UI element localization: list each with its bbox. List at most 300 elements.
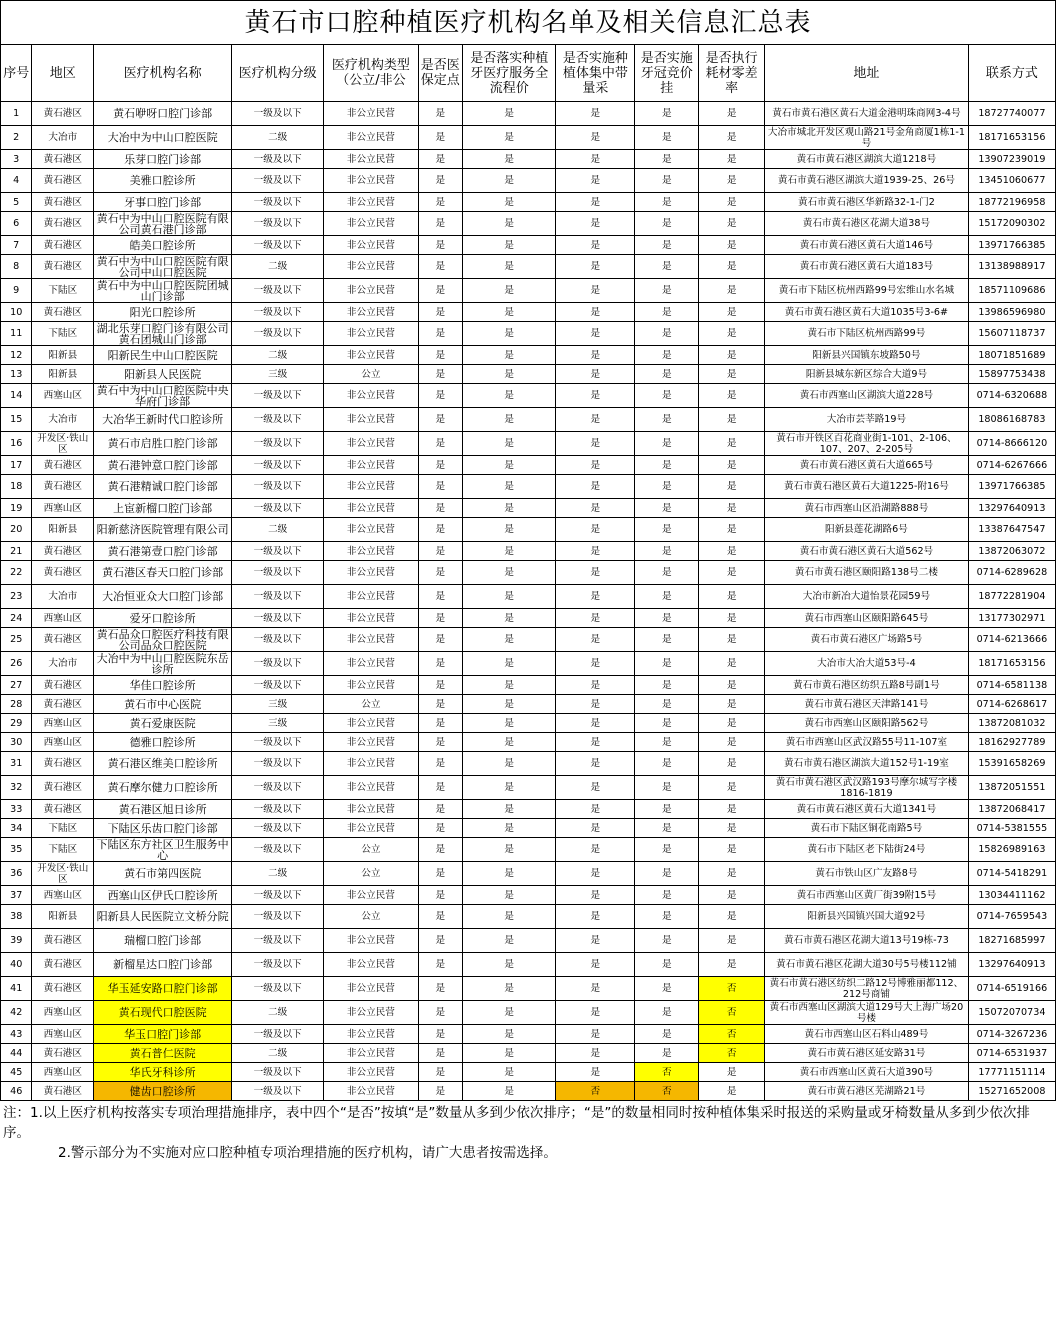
table-cell: 黄石中为中山口腔医院有限公司黄石港门诊部 [94, 212, 232, 236]
table-cell: 黄石市西塞山区沿湖路888号 [765, 499, 969, 518]
table-cell: 是 [418, 1063, 463, 1082]
table-cell: 是 [556, 652, 635, 676]
table-cell: 是 [556, 169, 635, 193]
table-cell: 西塞山区 [32, 1025, 94, 1044]
table-cell: 阳新县城东新区综合大道9号 [765, 365, 969, 384]
table-cell: 是 [699, 733, 765, 752]
table-body [1, 102, 1056, 1101]
table-row [1, 255, 1056, 279]
table-cell: 是 [556, 322, 635, 346]
table-cell: 非公立民营 [324, 800, 418, 819]
table-cell: 是 [699, 346, 765, 365]
table-cell: 公立 [324, 905, 418, 929]
table-cell: 15072070734 [968, 1001, 1055, 1025]
table-cell: 黄石港区 [32, 953, 94, 977]
table-cell: 黄石市黄石港区武汉路193号摩尔城写字楼1816-1819 [765, 776, 969, 800]
header-cell: 医疗机构名称 [94, 45, 232, 102]
table-cell: 是 [418, 838, 463, 862]
header-cell: 是否实施牙冠竞价挂 [635, 45, 699, 102]
table-cell: 是 [463, 169, 556, 193]
table-cell: 是 [418, 609, 463, 628]
table-cell: 是 [418, 212, 463, 236]
table-cell: 是 [463, 1044, 556, 1063]
table-cell: 是 [418, 499, 463, 518]
table-cell: 6 [1, 212, 32, 236]
table-cell: 是 [556, 628, 635, 652]
table-cell: 黄石港区 [32, 193, 94, 212]
table-cell: 黄石市西塞山区黄厂街39附15号 [765, 886, 969, 905]
table-cell: 是 [699, 169, 765, 193]
table-cell: 是 [418, 714, 463, 733]
table-cell: 19 [1, 499, 32, 518]
table-cell: 黄石港钟意口腔门诊部 [94, 456, 232, 475]
table-cell: 一级及以下 [232, 432, 324, 456]
table-cell: 一级及以下 [232, 1025, 324, 1044]
table-cell: 黄石港区 [32, 977, 94, 1001]
table-cell: 黄石市黄石港区纺织二路12号博雅丽都112、212号商铺 [765, 977, 969, 1001]
table-cell: 是 [699, 518, 765, 542]
table-cell: 黄石港区 [32, 695, 94, 714]
table-cell: 18 [1, 475, 32, 499]
table-cell: 大冶市城北开发区观山路21号金角商厦1栋1-1号 [765, 126, 969, 150]
table-cell: 18086168783 [968, 408, 1055, 432]
table-cell: 黄石中为中山口腔医院团城山门诊部 [94, 279, 232, 303]
table-cell: 是 [635, 714, 699, 733]
table-cell: 一级及以下 [232, 905, 324, 929]
table-row [1, 800, 1056, 819]
table-cell: 是 [699, 126, 765, 150]
table-cell: 否 [635, 1082, 699, 1101]
table-cell: 是 [699, 609, 765, 628]
table-cell: 非公立民营 [324, 150, 418, 169]
table-cell: 是 [418, 1044, 463, 1063]
table-cell: 二级 [232, 346, 324, 365]
table-cell: 是 [463, 303, 556, 322]
table-cell: 39 [1, 929, 32, 953]
table-cell: 是 [635, 1001, 699, 1025]
table-cell: 0714-6581138 [968, 676, 1055, 695]
table-cell: 是 [463, 977, 556, 1001]
table-cell: 是 [556, 695, 635, 714]
table-cell: 是 [463, 432, 556, 456]
table-cell: 阳新县兴国镇东坡路50号 [765, 346, 969, 365]
table-cell: 是 [699, 1082, 765, 1101]
table-cell: 一级及以下 [232, 408, 324, 432]
table-cell: 15172090302 [968, 212, 1055, 236]
table-row [1, 585, 1056, 609]
table-cell: 非公立民营 [324, 929, 418, 953]
table-cell: 0714-6519166 [968, 977, 1055, 1001]
table-cell: 阳新县莲花湖路6号 [765, 518, 969, 542]
table-cell: 是 [699, 212, 765, 236]
table-cell: 非公立民营 [324, 303, 418, 322]
table-cell: 一级及以下 [232, 1063, 324, 1082]
table-cell: 46 [1, 1082, 32, 1101]
table-row [1, 1001, 1056, 1025]
table-cell: 黄石市黄石港区黄石大道146号 [765, 236, 969, 255]
table-cell: 13971766385 [968, 475, 1055, 499]
table-cell: 是 [463, 776, 556, 800]
table-row [1, 905, 1056, 929]
table-cell: 33 [1, 800, 32, 819]
table-cell: 是 [418, 929, 463, 953]
table-cell: 是 [556, 236, 635, 255]
table-cell: 13872068417 [968, 800, 1055, 819]
table-cell: 是 [556, 1025, 635, 1044]
table-cell: 非公立民营 [324, 676, 418, 695]
table-cell: 下陆区东方社区卫生服务中心 [94, 838, 232, 862]
table-cell: 13872051551 [968, 776, 1055, 800]
table-cell: 是 [418, 255, 463, 279]
table-cell: 二级 [232, 518, 324, 542]
page-title: 黄石市口腔种植医疗机构名单及相关信息汇总表 [0, 0, 1056, 44]
table-cell: 非公立民营 [324, 977, 418, 1001]
table-cell: 瑞榴口腔门诊部 [94, 929, 232, 953]
table-cell: 13451060677 [968, 169, 1055, 193]
table-cell: 是 [463, 676, 556, 695]
table-cell: 非公立民营 [324, 1063, 418, 1082]
table-cell: 一级及以下 [232, 800, 324, 819]
table-cell: 43 [1, 1025, 32, 1044]
table-cell: 15607118737 [968, 322, 1055, 346]
table-cell: 黄石爱康医院 [94, 714, 232, 733]
table-cell: 公立 [324, 365, 418, 384]
table-row [1, 518, 1056, 542]
table-cell: 黄石市下陆区杭州西路99号宏维山水名城 [765, 279, 969, 303]
table-cell: 是 [635, 838, 699, 862]
table-cell: 是 [556, 499, 635, 518]
table-cell: 一级及以下 [232, 752, 324, 776]
table-cell: 黄石普仁医院 [94, 1044, 232, 1063]
table-cell: 黄石市黄石港区湖滨大道1218号 [765, 150, 969, 169]
table-cell: 非公立民营 [324, 384, 418, 408]
table-cell: 一级及以下 [232, 776, 324, 800]
table-cell: 是 [699, 322, 765, 346]
table-cell: 是 [463, 518, 556, 542]
table-cell: 是 [463, 800, 556, 819]
table-cell: 是 [635, 279, 699, 303]
table-cell: 阳新县人民医院 [94, 365, 232, 384]
table-cell: 28 [1, 695, 32, 714]
table-cell: 是 [556, 432, 635, 456]
table-cell: 黄石市下陆区铜花南路5号 [765, 819, 969, 838]
table-cell: 是 [556, 800, 635, 819]
header-cell: 医疗机构类型（公立/非公 [324, 45, 418, 102]
table-cell: 是 [418, 886, 463, 905]
table-cell: 是 [699, 628, 765, 652]
table-cell: 黄石市黄石港区黄石大道金港明珠商网3-4号 [765, 102, 969, 126]
table-cell: 是 [556, 752, 635, 776]
table-row [1, 733, 1056, 752]
table-cell: 是 [699, 561, 765, 585]
table-cell: 非公立民营 [324, 126, 418, 150]
table-cell: 是 [699, 432, 765, 456]
footnote-1: 注：1.以上医疗机构按落实专项治理措施排序，表中四个“是否”按填“是”数量从多到少依次排序；“是”的数量相同时按种植体集采时报送的采购量或牙椅数量从多到少依次排序。 [3, 1105, 1030, 1141]
table-cell: 是 [635, 346, 699, 365]
header-cell: 是否执行耗材零差率 [699, 45, 765, 102]
table-cell: 黄石市西塞山区武汉路55号11-107室 [765, 733, 969, 752]
table-cell: 是 [699, 303, 765, 322]
table-cell: 非公立民营 [324, 542, 418, 561]
table-cell: 是 [699, 365, 765, 384]
table-cell: 14 [1, 384, 32, 408]
table-cell: 是 [699, 676, 765, 695]
table-row [1, 542, 1056, 561]
table-cell: 是 [635, 542, 699, 561]
table-cell: 华玉延安路口腔门诊部 [94, 977, 232, 1001]
table-cell: 非公立民营 [324, 279, 418, 303]
table-cell: 15826989163 [968, 838, 1055, 862]
table-cell: 非公立民营 [324, 193, 418, 212]
table-cell: 7 [1, 236, 32, 255]
table-cell: 18271685997 [968, 929, 1055, 953]
table-cell: 是 [418, 432, 463, 456]
table-cell: 非公立民营 [324, 102, 418, 126]
table-cell: 三级 [232, 714, 324, 733]
table-cell: 是 [418, 126, 463, 150]
table-cell: 44 [1, 1044, 32, 1063]
table-cell: 是 [699, 279, 765, 303]
table-cell: 是 [699, 408, 765, 432]
table-cell: 一级及以下 [232, 953, 324, 977]
table-cell: 是 [699, 714, 765, 733]
table-cell: 黄石市黄石港区湖滨大道1939-25、26号 [765, 169, 969, 193]
table-cell: 是 [635, 255, 699, 279]
table-row [1, 408, 1056, 432]
table-cell: 一级及以下 [232, 303, 324, 322]
table-cell: 一级及以下 [232, 322, 324, 346]
table-cell: 大冶市大冶大道53号-4 [765, 652, 969, 676]
table-cell: 是 [418, 776, 463, 800]
table-cell: 是 [556, 905, 635, 929]
table-cell: 华氏牙科诊所 [94, 1063, 232, 1082]
table-cell: 否 [699, 1001, 765, 1025]
table-cell: 非公立民营 [324, 652, 418, 676]
table-cell: 黄石港区 [32, 475, 94, 499]
table-row [1, 322, 1056, 346]
table-row [1, 212, 1056, 236]
table-cell: 非公立民营 [324, 886, 418, 905]
table-cell: 华佳口腔诊所 [94, 676, 232, 695]
table-cell: 是 [699, 456, 765, 475]
table-row [1, 432, 1056, 456]
table-cell: 一级及以下 [232, 279, 324, 303]
table-cell: 是 [418, 279, 463, 303]
table-row [1, 384, 1056, 408]
table-cell: 是 [699, 475, 765, 499]
table-cell: 是 [635, 609, 699, 628]
table-cell: 是 [635, 695, 699, 714]
table-cell: 非公立民营 [324, 953, 418, 977]
table-row [1, 862, 1056, 886]
table-cell: 阳新县 [32, 905, 94, 929]
table-cell: 非公立民营 [324, 585, 418, 609]
table-cell: 是 [699, 800, 765, 819]
table-cell: 黄石港区 [32, 1082, 94, 1101]
table-cell: 34 [1, 819, 32, 838]
table-cell: 大冶市 [32, 652, 94, 676]
table-cell: 黄石市下陆区老下陆街24号 [765, 838, 969, 862]
table-cell: 非公立民营 [324, 628, 418, 652]
table-cell: 是 [418, 628, 463, 652]
table-cell: 42 [1, 1001, 32, 1025]
table-cell: 非公立民营 [324, 499, 418, 518]
table-row [1, 977, 1056, 1001]
table-cell: 是 [556, 408, 635, 432]
table-cell: 非公立民营 [324, 475, 418, 499]
table-cell: 是 [699, 542, 765, 561]
table-cell: 0714-6267666 [968, 456, 1055, 475]
table-cell: 是 [556, 733, 635, 752]
table-cell: 是 [635, 456, 699, 475]
table-cell: 是 [418, 862, 463, 886]
table-row [1, 499, 1056, 518]
table-cell: 32 [1, 776, 32, 800]
header-cell: 是否医保定点 [418, 45, 463, 102]
table-cell: 是 [556, 255, 635, 279]
table-cell: 非公立民营 [324, 1044, 418, 1063]
table-cell: 黄石市黄石港区黄石大道665号 [765, 456, 969, 475]
table-cell: 是 [418, 1001, 463, 1025]
table-cell: 是 [463, 365, 556, 384]
table-cell: 是 [463, 953, 556, 977]
table-cell: 15897753438 [968, 365, 1055, 384]
table-row [1, 714, 1056, 733]
table-cell: 黄石咿呀口腔门诊部 [94, 102, 232, 126]
table-row [1, 279, 1056, 303]
footnote-2: 2.警示部分为不实施对应口腔种植专项治理措施的医疗机构，请广大患者按需选择。 [58, 1145, 557, 1161]
table-cell: 一级及以下 [232, 676, 324, 695]
table-cell: 是 [463, 714, 556, 733]
table-cell: 是 [635, 886, 699, 905]
table-cell: 是 [418, 236, 463, 255]
table-cell: 黄石品众口腔医疗科技有限公司品众口腔医院 [94, 628, 232, 652]
table-cell: 是 [699, 652, 765, 676]
table-row [1, 838, 1056, 862]
table-cell: 黄石港区 [32, 102, 94, 126]
table-cell: 是 [556, 1044, 635, 1063]
table-cell: 16 [1, 432, 32, 456]
table-cell: 是 [463, 1025, 556, 1044]
table-cell: 二级 [232, 255, 324, 279]
table-cell: 德雅口腔诊所 [94, 733, 232, 752]
table-cell: 13177302971 [968, 609, 1055, 628]
table-row [1, 365, 1056, 384]
table-cell: 是 [556, 102, 635, 126]
table-cell: 是 [556, 838, 635, 862]
table-cell: 黄石市黄石港区颐阳路138号二楼 [765, 561, 969, 585]
table-cell: 黄石港区 [32, 212, 94, 236]
table-cell: 非公立民营 [324, 1082, 418, 1101]
table-cell: 是 [418, 408, 463, 432]
table-cell: 黄石港精诚口腔门诊部 [94, 475, 232, 499]
header-cell: 序号 [1, 45, 32, 102]
table-cell: 13 [1, 365, 32, 384]
table-cell: 是 [635, 408, 699, 432]
table-cell: 黄石港区 [32, 169, 94, 193]
table-cell: 黄石市黄石港区黄石大道1225-附16号 [765, 475, 969, 499]
table-cell: 大冶华王新时代口腔诊所 [94, 408, 232, 432]
table-cell: 是 [699, 776, 765, 800]
table-cell: 黄石港区 [32, 456, 94, 475]
table-row [1, 126, 1056, 150]
table-cell: 黄石港区 [32, 628, 94, 652]
table-cell: 26 [1, 652, 32, 676]
table-row [1, 193, 1056, 212]
table-cell: 黄石市黄石港区黄石大道562号 [765, 542, 969, 561]
table-cell: 是 [699, 236, 765, 255]
table-cell: 大冶市新冶大道怡景花园59号 [765, 585, 969, 609]
table-cell: 18162927789 [968, 733, 1055, 752]
table-cell: 阳新县 [32, 346, 94, 365]
table-cell: 是 [463, 126, 556, 150]
table-row [1, 886, 1056, 905]
table-cell: 是 [635, 432, 699, 456]
table-cell: 黄石市中心医院 [94, 695, 232, 714]
table-cell: 是 [556, 518, 635, 542]
header-cell: 是否实施种植体集中带量采 [556, 45, 635, 102]
table-cell: 是 [556, 542, 635, 561]
table-cell: 21 [1, 542, 32, 561]
table-cell: 是 [699, 150, 765, 169]
table-cell: 阳新县 [32, 365, 94, 384]
table-cell: 是 [463, 499, 556, 518]
table-row [1, 1082, 1056, 1101]
table-cell: 二级 [232, 862, 324, 886]
table-cell: 是 [635, 628, 699, 652]
table-cell: 是 [418, 475, 463, 499]
table-cell: 是 [418, 676, 463, 695]
table-cell: 是 [418, 518, 463, 542]
table-row [1, 1044, 1056, 1063]
table-cell: 是 [699, 193, 765, 212]
table-cell: 是 [463, 1063, 556, 1082]
table-cell: 黄石市西塞山区黄石大道390号 [765, 1063, 969, 1082]
table-cell: 18071851689 [968, 346, 1055, 365]
table-cell: 是 [418, 905, 463, 929]
table-cell: 是 [699, 695, 765, 714]
table-row [1, 236, 1056, 255]
table-cell: 3 [1, 150, 32, 169]
table-cell: 是 [635, 953, 699, 977]
table-cell: 37 [1, 886, 32, 905]
table-cell: 湖北乐芽口腔门诊有限公司黄石团城山门诊部 [94, 322, 232, 346]
table-cell: 是 [418, 1082, 463, 1101]
table-cell: 0714-6531937 [968, 1044, 1055, 1063]
table-cell: 黄石市黄石港区湖滨大道152号1-19室 [765, 752, 969, 776]
table-cell: 是 [556, 929, 635, 953]
table-cell: 一级及以下 [232, 542, 324, 561]
table-cell: 是 [635, 518, 699, 542]
table-cell: 下陆区 [32, 279, 94, 303]
table-cell: 西塞山区 [32, 714, 94, 733]
table-cell: 11 [1, 322, 32, 346]
table-cell: 是 [463, 838, 556, 862]
table-cell: 是 [556, 126, 635, 150]
table-cell: 新榴星达口腔门诊部 [94, 953, 232, 977]
table-cell: 15391658269 [968, 752, 1055, 776]
table-cell: 是 [418, 169, 463, 193]
table-cell: 是 [635, 585, 699, 609]
table-cell: 是 [635, 752, 699, 776]
table-cell: 公立 [324, 695, 418, 714]
table-cell: 一级及以下 [232, 102, 324, 126]
table-cell: 一级及以下 [232, 628, 324, 652]
table-cell: 开发区·铁山区 [32, 862, 94, 886]
table-cell: 黄石市西塞山区颐阳路562号 [765, 714, 969, 733]
table-cell: 一级及以下 [232, 1082, 324, 1101]
table-cell: 是 [635, 862, 699, 886]
